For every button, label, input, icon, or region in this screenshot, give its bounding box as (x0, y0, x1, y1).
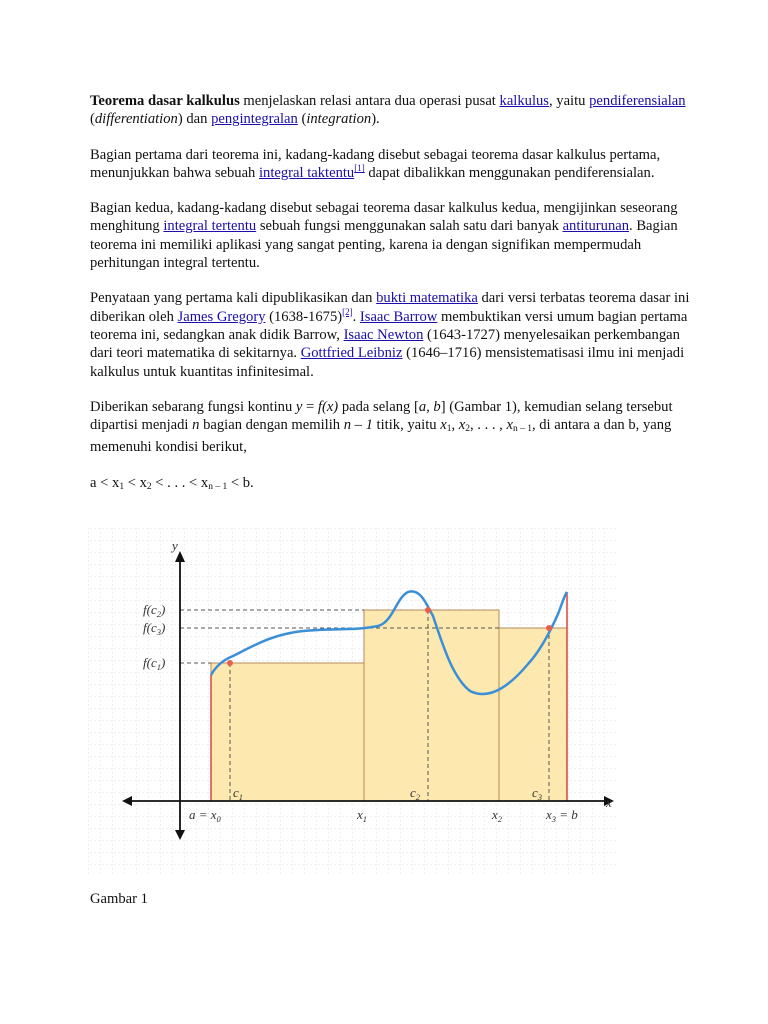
riemann-sum-figure (88, 528, 616, 874)
label-x3-b: $x_3 = b$ (546, 807, 578, 824)
paragraph-partition: Diberikan sebarang fungsi kontinu y = f(x) pada selang [a, b] (Gambar 1), kemudian selang tersebut dipartisi menjadi n bagian dengan memilih n – 1 titik, yaitu $x_1$, $x_2$, . . . , $x_{n - 1}$, di antara a dan b, yang memenuhi kondisi berikut, (90, 398, 673, 456)
link-james-gregory[interactable]: James Gregory (177, 308, 266, 325)
link-bukti-matematika[interactable]: bukti matematika (376, 290, 478, 307)
link-integral-tertentu[interactable]: integral tertentu (163, 218, 257, 235)
label-fc1: $f(c_1)$ (143, 655, 166, 672)
link-isaac-newton[interactable]: Isaac Newton (343, 326, 424, 343)
paragraph-history: Penyataan yang pertama kali dipublikasikan dan bukti matematika dari versi terbatas teorema dasar ini diberikan oleh James Gregory (1638-1675)[2]. Isaac Barrow membuktikan versi umum bagian pertama teorema ini, sedangkan anak didik Barrow, Isaac Newton (1643-1727) menyelesaikan perkembangan dari teori matematika di sekitarnya. Gottfried Leibniz (1646–1716) mensistematisasi ilmu ini menjadi kalkulus untuk kuantitas infinitesimal. (90, 290, 690, 380)
paragraph-intro: Teorema dasar kalkulus menjelaskan relasi antara dua operasi pusat kalkulus, yaitu pendiferensialan (differentiation) dan pengintegralan (integration). (90, 93, 686, 128)
label-fc2: $f(c_2)$ (143, 602, 166, 619)
sample-point-c1 (227, 660, 233, 666)
riemann-rectangle-3 (499, 628, 567, 801)
link-isaac-barrow[interactable]: Isaac Barrow (359, 308, 438, 325)
figure-caption: Gambar 1 (90, 891, 148, 907)
riemann-sum-diagram (88, 528, 616, 874)
label-c2: $c_2$ (410, 785, 421, 802)
link-integral-taktentu[interactable]: integral taktentu (259, 164, 355, 181)
label-fc3: $f(c_3)$ (143, 620, 166, 637)
link-pendiferensialan[interactable]: pendiferensialan (589, 93, 686, 109)
label-x2: $x_2$ (492, 807, 503, 824)
paragraph-part-two: Bagian kedua, kadang-kadang disebut sebagai teorema dasar kalkulus kedua, mengijinkan seseorang menghitung integral tertentu sebuah fungsi menggunakan salah satu dari banyak antiturunan. Bagian teorema ini memiliki aplikasi yang sangat penting, karena ia dengan signifikan mempermudah perhitungan integral tertentu. (90, 200, 678, 272)
inequality-line: $a < x_1 < x_2$ < . . . < $x_{n - 1} < b$. (90, 474, 254, 492)
article-body (90, 92, 690, 513)
link-pengintegralan[interactable]: pengintegralan (211, 111, 298, 128)
riemann-rectangle-1 (211, 663, 364, 801)
reference-1[interactable]: [1] (354, 162, 365, 173)
term-bold: Teorema dasar kalkulus (90, 93, 240, 109)
reference-2[interactable]: [2] (342, 306, 353, 317)
link-gottfried-leibniz[interactable]: Gottfried Leibniz (300, 345, 403, 362)
sample-point-c2 (425, 607, 431, 613)
label-c1: $c_1$ (233, 785, 244, 802)
paragraph-part-one: Bagian pertama dari teorema ini, kadang-kadang disebut sebagai teorema dasar kalkulus pertama, menunjukkan bahwa sebuah integral taktentu[1] dapat dibalikkan menggunakan pendiferensialan. (90, 146, 661, 181)
label-x1: $x_1$ (357, 807, 368, 824)
sample-point-c3 (546, 625, 552, 631)
label-c3: $c_3$ (532, 785, 543, 802)
label-a-x0: $a = x_0$ (189, 807, 221, 824)
y-axis-label: y (172, 538, 178, 553)
link-antiturunan[interactable]: antiturunan (562, 218, 630, 235)
x-axis-label: x (606, 795, 612, 810)
riemann-rectangle-2 (364, 610, 499, 801)
link-kalkulus[interactable]: kalkulus (499, 93, 549, 109)
